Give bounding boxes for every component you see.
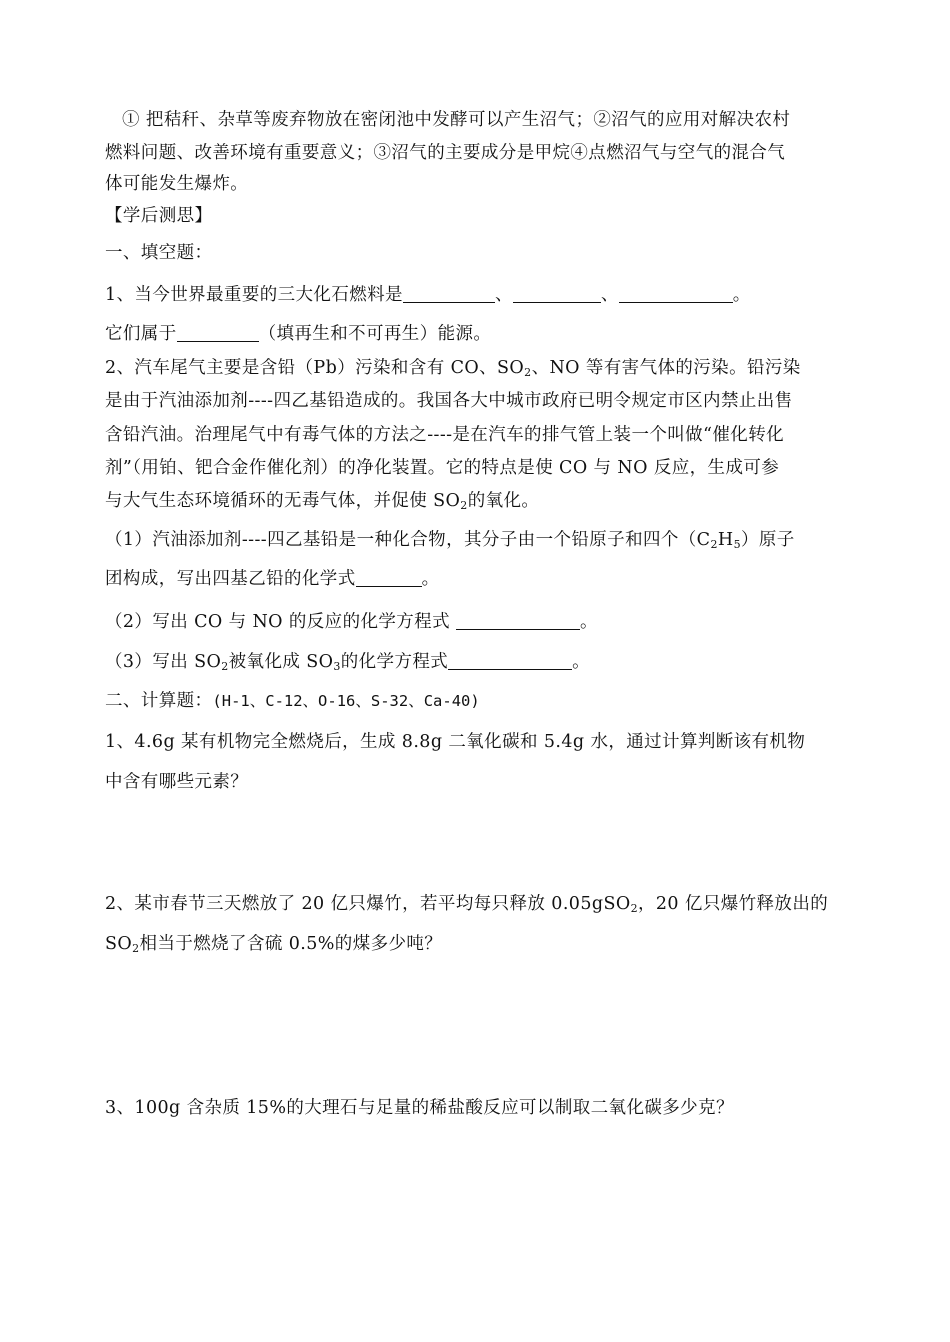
text: 二、计算题：: [105, 691, 213, 711]
sub-question-1-line-2: [105, 566, 850, 592]
sub-question-1: [105, 527, 850, 553]
subscript: 2: [221, 660, 229, 673]
text: 2、汽车尾气主要是含铅（Pb）污染和含有 CO、SO: [105, 358, 525, 378]
text: （3）写出 SO: [105, 652, 222, 672]
period: 。: [421, 569, 440, 589]
text: ，20 亿只爆竹释放出的: [638, 894, 829, 914]
subscript: 5: [733, 538, 741, 551]
answer-blank[interactable]: [403, 284, 495, 303]
subscript: 2: [460, 499, 468, 512]
text: H: [717, 530, 734, 550]
subscript: 2: [132, 942, 140, 955]
question-text: 它们属于: [105, 324, 177, 344]
period: 。: [572, 652, 591, 672]
question-2-line-1: [105, 355, 850, 381]
question-1: [105, 282, 850, 308]
text: 的化学方程式: [340, 652, 449, 672]
text: 与大气生态环境循环的无毒气体，并促使 SO: [105, 491, 461, 511]
text: 、NO 等有害气体的污染。铅污染: [531, 358, 801, 378]
text: ）原子: [740, 530, 795, 550]
calc-question-1-line-2: 中含有哪些元素？: [105, 772, 249, 792]
separator: 、: [494, 285, 513, 305]
subscript: 2: [630, 902, 638, 915]
sub-question-3: [105, 649, 850, 675]
intro-line-3: 体可能发生爆炸。: [105, 174, 249, 194]
text: （1）汽油添加剂----四乙基铅是一种化合物，其分子由一个铅原子和四个（C: [105, 530, 711, 550]
period: 。: [579, 612, 598, 632]
sub-question-2: [105, 609, 850, 635]
text: 的氧化。: [467, 491, 540, 511]
section-title: 【学后测思】: [105, 206, 213, 226]
text: 团构成，写出四基乙铅的化学式: [105, 569, 356, 589]
atomic-masses: (H-1、C-12、O-16、S-32、Ca-40): [212, 692, 480, 710]
text: （2）写出 CO 与 NO 的反应的化学方程式: [105, 612, 456, 632]
calculation-heading: [105, 688, 850, 714]
period: 。: [732, 285, 751, 305]
intro-line-2: 燃料问题、改善环境有重要意义；③沼气的主要成分是甲烷④点燃沼气与空气的混合气: [105, 143, 786, 163]
answer-blank[interactable]: [513, 284, 601, 303]
subscript: 2: [710, 538, 718, 551]
calc-question-1-line-1: 1、4.6g 某有机物完全燃烧后，生成 8.8g 二氧化碳和 5.4g 水，通过计算判断该有机物: [105, 732, 806, 752]
question-1-text: 1、当今世界最重要的三大化石燃料是: [105, 285, 403, 305]
text: 相当于燃烧了含硫 0.5%的煤多少吨？: [139, 934, 443, 954]
question-1-part-2: [105, 321, 850, 347]
question-2-line-4: 剂”（用铂、钯合金作催化剂）的净化装置。它的特点是使 CO 与 NO 反应，生成可参: [105, 458, 780, 478]
answer-blank[interactable]: [356, 568, 422, 587]
question-2-line-5: [105, 488, 850, 514]
text: 被氧化成 SO: [228, 652, 334, 672]
calc-question-3: 3、100g 含杂质 15%的大理石与足量的稀盐酸反应可以制取二氧化碳多少克？: [105, 1098, 734, 1118]
calc-question-2-line-1: [105, 891, 850, 917]
question-2-line-2: 是由于汽油添加剂----四乙基铅造成的。我国各大中城市政府已明令规定市区内禁止出售: [105, 391, 793, 411]
question-2-line-3: 含铅汽油。治理尾气中有毒气体的方法之----是在汽车的排气管上装一个叫做“催化转化: [105, 425, 784, 445]
subscript: 3: [333, 660, 341, 673]
question-text: （填再生和不可再生）能源。: [258, 324, 492, 344]
text: SO: [105, 934, 133, 954]
answer-blank[interactable]: [456, 611, 580, 630]
calc-question-2-line-2: [105, 931, 850, 957]
text: 2、某市春节三天燃放了 20 亿只爆竹，若平均每只释放 0.05gSO: [105, 894, 631, 914]
answer-blank[interactable]: [448, 651, 572, 670]
intro-line-1: ① 把秸秆、杂草等废弃物放在密闭池中发酵可以产生沼气；②沼气的应用对解决农村: [122, 110, 791, 130]
fill-in-heading: 一、填空题：: [105, 243, 213, 263]
subscript: 2: [524, 366, 532, 379]
separator: 、: [600, 285, 619, 305]
answer-blank[interactable]: [177, 323, 259, 342]
answer-blank[interactable]: [619, 284, 733, 303]
